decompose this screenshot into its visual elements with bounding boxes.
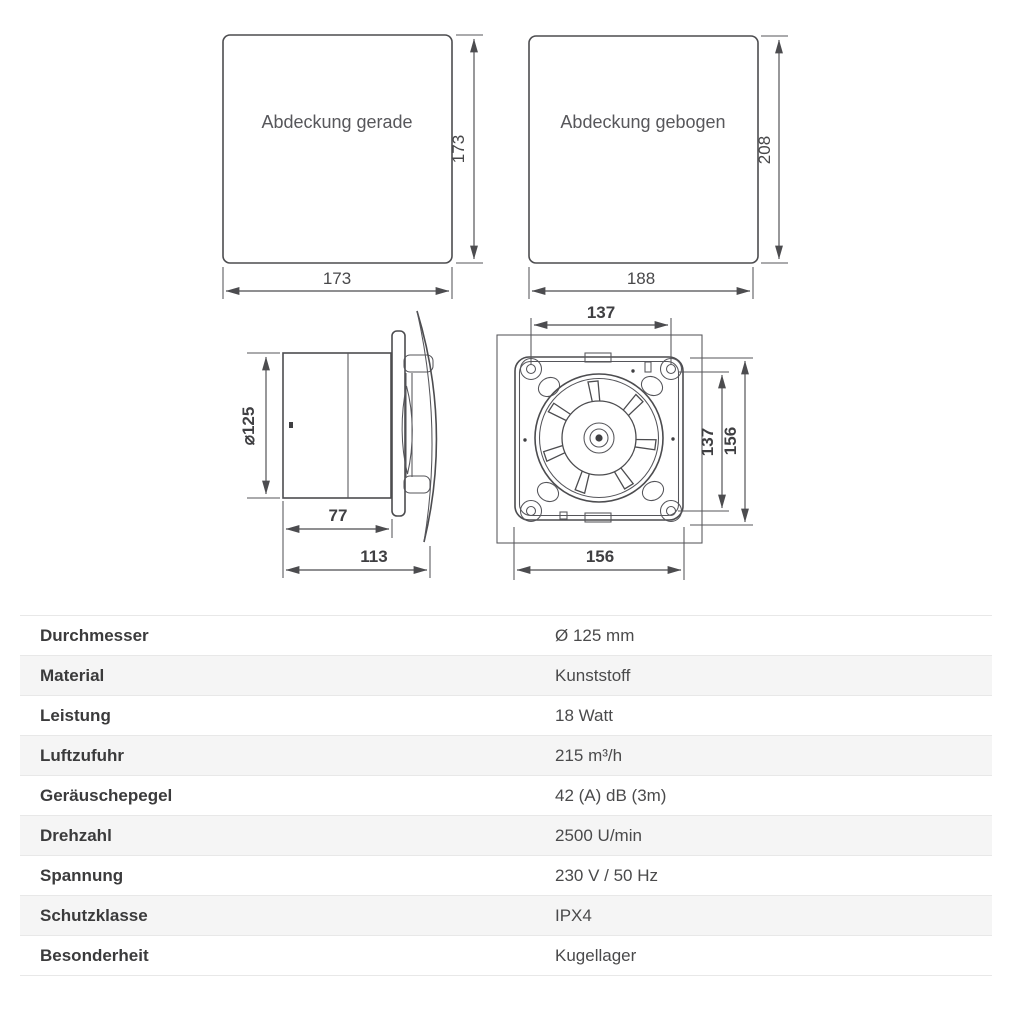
cover-curved-label: Abdeckung gebogen <box>560 112 726 132</box>
dim-label-cover-curved-width: 188 <box>626 269 656 288</box>
dim-label-plate-width: 156 <box>585 547 615 566</box>
spec-row-value: 18 Watt <box>555 705 613 725</box>
dim-label-cover-curved-height: 208 <box>755 135 774 165</box>
table-row <box>20 696 992 736</box>
spec-row-value: 230 V / 50 Hz <box>555 865 659 885</box>
table-row <box>20 936 992 976</box>
table-row <box>20 656 992 696</box>
table-row <box>20 736 992 776</box>
fan-grille <box>535 374 663 502</box>
spec-row-value: IPX4 <box>555 905 592 925</box>
dim-label-diameter: ⌀125 <box>239 406 258 446</box>
spec-row-value: Kunststoff <box>555 665 631 685</box>
curved-cover-profile <box>417 311 436 542</box>
table-row <box>20 616 992 656</box>
cover-straight-label: Abdeckung gerade <box>261 112 413 132</box>
front-view <box>497 303 753 580</box>
table-row <box>20 896 992 936</box>
dim-label-total-depth: 113 <box>360 547 388 566</box>
dim-label-cover-straight-height: 173 <box>449 134 468 164</box>
dim-label-hole-spacing-right: 137 <box>698 427 717 457</box>
spec-row-value: 2500 U/min <box>555 825 642 845</box>
dim-label-cover-straight-width: 173 <box>322 269 352 288</box>
spec-row-label: Spannung <box>40 865 124 885</box>
dim-label-duct-length: 77 <box>328 506 348 525</box>
spec-row-label: Schutzklasse <box>40 905 148 925</box>
spec-row-label: Leistung <box>40 705 111 725</box>
table-row <box>20 856 992 896</box>
table-row <box>20 776 992 816</box>
spec-row-value: 215 m³/h <box>555 745 623 765</box>
spec-row-value: Kugellager <box>555 945 637 965</box>
mounting-plate <box>392 331 405 516</box>
dim-label-plate-height: 156 <box>721 426 740 456</box>
spec-row-value: 42 (A) dB (3m) <box>555 785 667 805</box>
spec-row-label: Geräuschepegel <box>40 785 173 805</box>
spec-row-value: Ø 125 mm <box>555 625 635 645</box>
spec-row-label: Durchmesser <box>40 625 149 645</box>
cover-straight-view <box>223 35 483 299</box>
dim-label-hole-spacing-top: 137 <box>586 303 616 322</box>
side-view <box>239 311 436 578</box>
spec-row-label: Luftzufuhr <box>40 745 125 765</box>
duct-tube <box>283 353 391 498</box>
spec-row-label: Material <box>40 665 105 685</box>
spec-table <box>20 615 992 976</box>
spec-row-label: Drehzahl <box>40 825 112 845</box>
spec-row-label: Besonderheit <box>40 945 149 965</box>
cover-curved-view <box>529 36 788 299</box>
fan-hub-center <box>595 434 602 441</box>
table-row <box>20 816 992 856</box>
